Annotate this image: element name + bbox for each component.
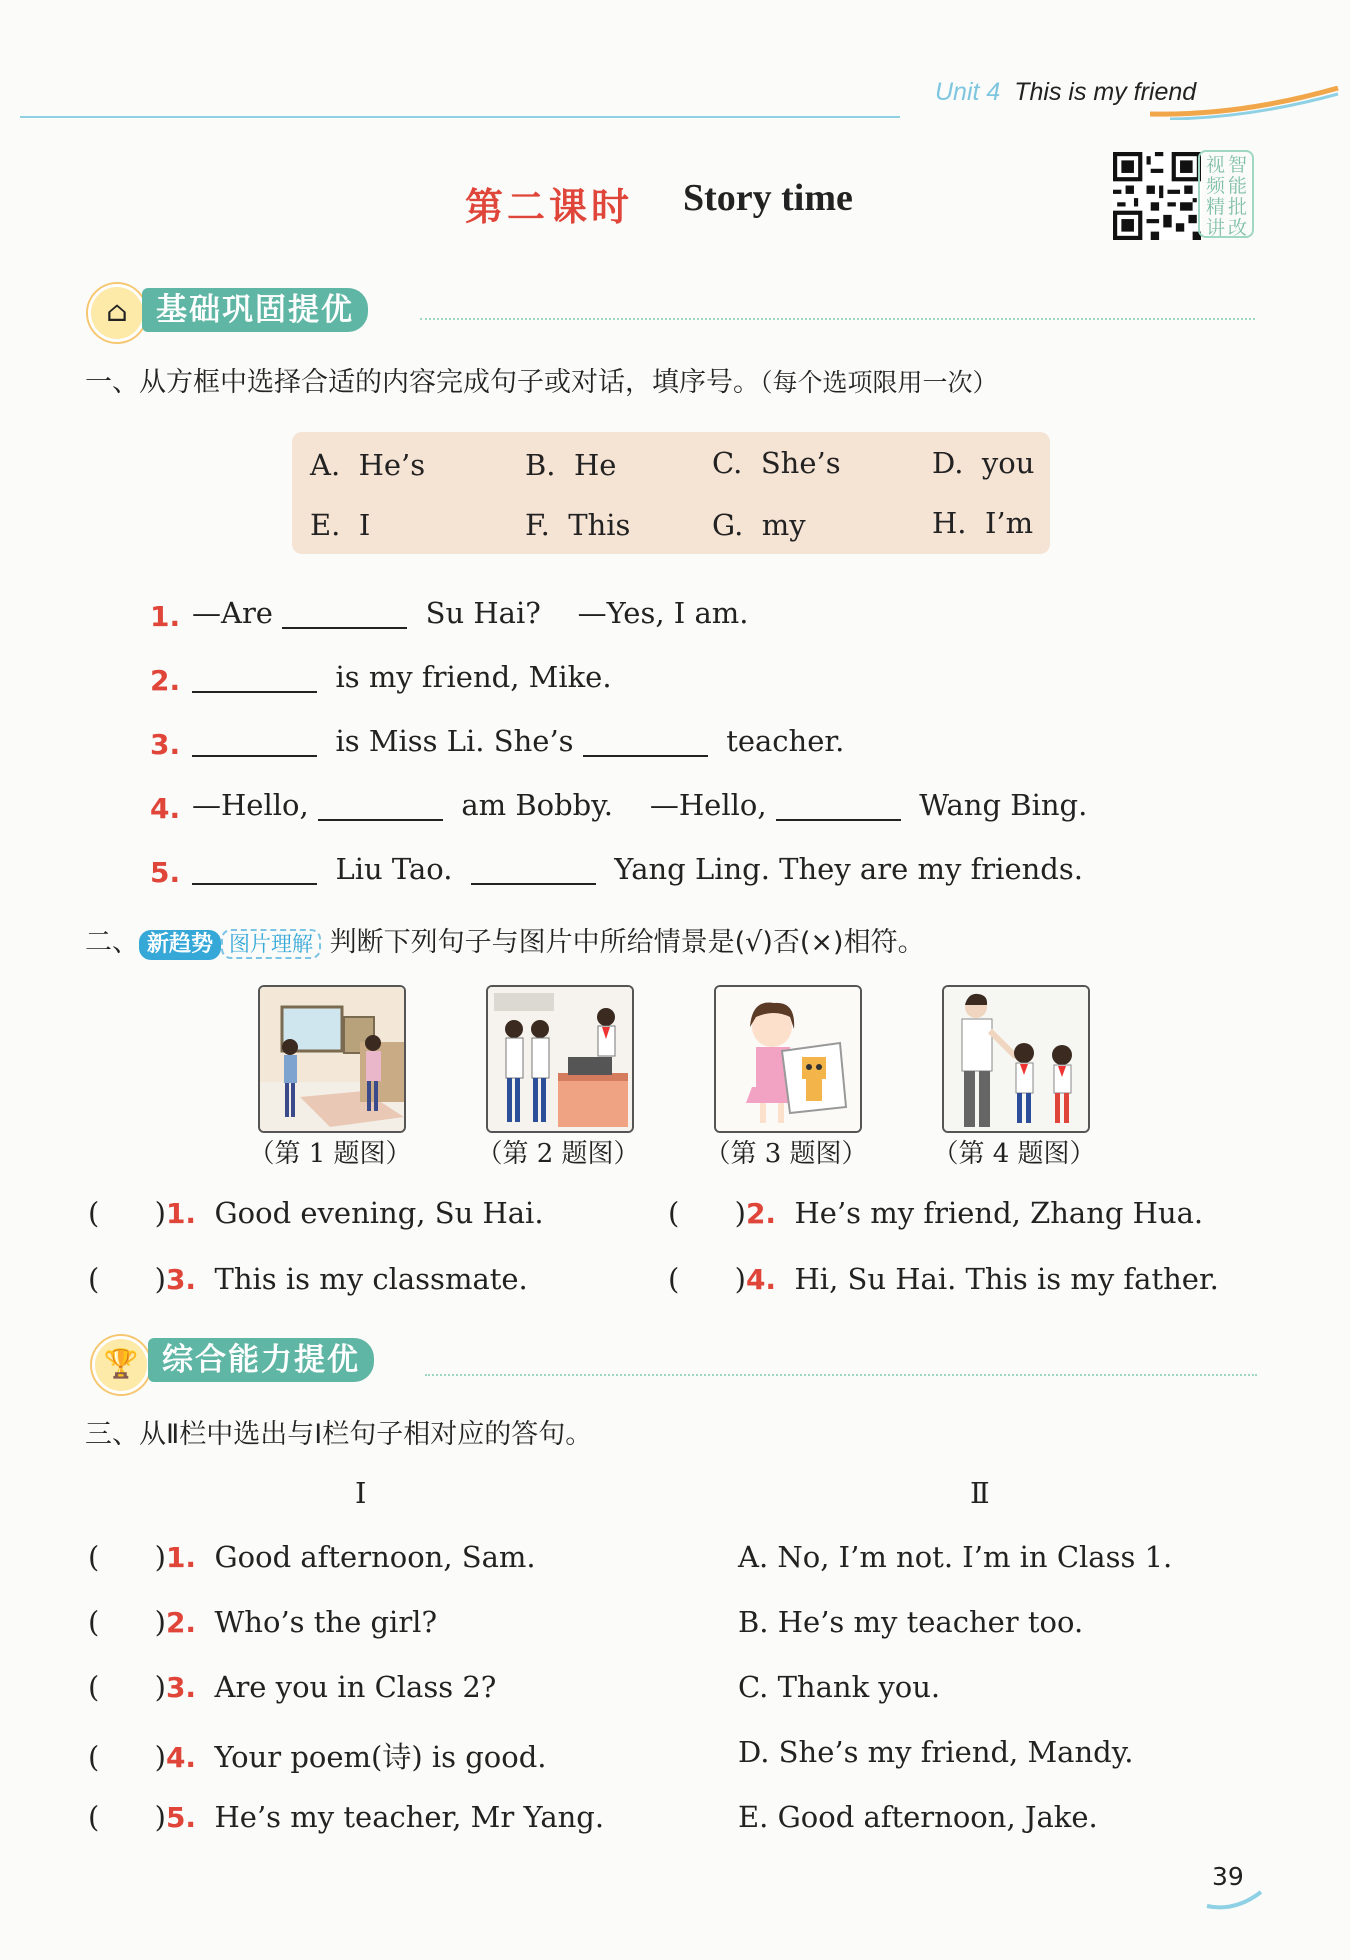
answer-option: E. Good afternoon, Jake. (738, 1800, 1098, 1834)
item-number: 1. (165, 1541, 197, 1574)
answer-paren[interactable]: ( ) (668, 1262, 746, 1296)
option-text: my (761, 508, 806, 542)
part1-note: （每个选项限用一次） (760, 368, 998, 397)
question-text: is my friend, Mike. (335, 660, 612, 694)
picture-caption: （第 2 题图） (476, 1139, 640, 1169)
question-number: 5. (150, 856, 181, 889)
option-letter: F. (525, 508, 550, 542)
qr-caption (1198, 150, 1254, 238)
answer-blank[interactable] (471, 857, 596, 885)
qr-caption-char: 讲 (1206, 217, 1226, 239)
question-number: 3. (150, 728, 181, 761)
question-line (192, 660, 612, 694)
question-line (192, 788, 1087, 822)
part1-instruction-text: 一、从方框中选择合适的内容完成句子或对话，填序号。 (85, 367, 760, 398)
part2-instruction (85, 920, 925, 960)
option-letter: B. (525, 448, 556, 482)
question-text: is Miss Li. She’s (335, 724, 574, 758)
option-letter: D. (932, 446, 964, 480)
question-text: am Bobby. (461, 788, 613, 822)
header-rule (20, 116, 900, 118)
question-text: Liu Tao. (335, 852, 453, 886)
qr-caption-char: 精 (1206, 196, 1226, 218)
option-F (525, 508, 630, 542)
qr-caption-char: 批 (1228, 196, 1248, 218)
match-item (88, 1670, 496, 1704)
picture-4-father-and-children (942, 985, 1090, 1133)
question-text: —Hello, (192, 788, 309, 822)
option-letter: E. (310, 508, 341, 542)
answer-paren[interactable]: ( ) (88, 1740, 166, 1774)
answer-blank[interactable] (282, 601, 407, 629)
picture-caption: （第 4 题图） (932, 1139, 1096, 1169)
item-number: 4. (745, 1263, 777, 1296)
item-text: He’s my friend, Zhang Hua. (794, 1196, 1204, 1230)
option-G (712, 508, 806, 542)
question-line (192, 596, 748, 630)
question-number: 1. (150, 600, 181, 633)
column-head-II: Ⅱ (970, 1476, 990, 1510)
picture-2-classroom-boys (486, 985, 634, 1133)
item-number: 2. (745, 1197, 777, 1230)
answer-paren[interactable]: ( ) (88, 1196, 166, 1230)
qr-caption-char: 改 (1228, 217, 1248, 239)
option-letter: H. (932, 506, 967, 540)
picture-1-classroom (258, 985, 406, 1133)
option-C (712, 446, 841, 480)
answer-option: C. Thank you. (738, 1670, 941, 1704)
judge-item (668, 1196, 1203, 1230)
picture-tag: 图片理解 (221, 929, 321, 959)
match-item (88, 1540, 536, 1574)
answer-paren[interactable]: ( ) (668, 1196, 746, 1230)
option-A (310, 448, 425, 482)
part2-instruction-text: 判断下列句子与图片中所给情景是(√)否(×)相符。 (329, 927, 925, 958)
section-divider (420, 318, 1255, 320)
qr-caption-char: 视 (1206, 154, 1226, 176)
answer-option: D. She’s my friend, Mandy. (738, 1735, 1134, 1769)
qr-caption-char: 能 (1228, 175, 1248, 197)
option-B (525, 448, 616, 482)
answer-blank[interactable] (192, 665, 317, 693)
judge-item (88, 1262, 528, 1296)
section-banner-comprehensive: 综合能力提优 (148, 1338, 374, 1382)
item-number: 4. (165, 1741, 197, 1774)
question-text: Wang Bing. (919, 788, 1088, 822)
option-text: I’m (984, 506, 1034, 540)
option-text: He’s (358, 448, 426, 482)
question-number: 2. (150, 664, 181, 697)
match-item (88, 1735, 547, 1776)
item-number: 5. (165, 1801, 197, 1834)
part3-instruction: 三、从Ⅱ栏中选出与Ⅰ栏句子相对应的答句。 (85, 1419, 593, 1450)
question-line (192, 852, 1083, 886)
match-item (88, 1605, 437, 1639)
page-number-swoosh-decoration (1205, 1888, 1265, 1912)
house-badge-icon: ⌂ (88, 284, 146, 342)
answer-blank[interactable] (583, 729, 708, 757)
unit-label: Unit 4 (935, 78, 1001, 106)
option-text: She’s (760, 446, 841, 480)
item-number: 2. (165, 1606, 197, 1639)
question-text: —Yes, I am. (577, 596, 749, 630)
trophy-badge-icon: 🏆 (92, 1336, 150, 1394)
lesson-title-cn: 第二课时 (465, 184, 634, 229)
option-text: He (573, 448, 617, 482)
item-text: This is my classmate. (214, 1262, 528, 1296)
part1-instruction (85, 360, 998, 399)
answer-option: B. He’s my teacher too. (738, 1605, 1084, 1639)
question-text: Su Hai? (425, 596, 541, 630)
page-number: 39 (1212, 1862, 1244, 1891)
question-line (192, 724, 844, 758)
answer-blank[interactable] (192, 729, 317, 757)
item-number: 3. (165, 1263, 197, 1296)
judge-item (668, 1262, 1219, 1296)
picture-3-girl-with-drawing (714, 985, 862, 1133)
match-item (88, 1800, 604, 1834)
question-text: —Hello, (649, 788, 767, 822)
answer-blank[interactable] (318, 793, 443, 821)
item-text: Your poem(诗) is good. (214, 1740, 547, 1774)
item-number: 3. (165, 1671, 197, 1704)
item-text: Are you in Class 2? (214, 1670, 497, 1704)
qr-caption-char: 智 (1228, 154, 1248, 176)
answer-paren[interactable]: ( ) (88, 1800, 166, 1834)
new-trend-tag: 新趋势 (139, 930, 221, 960)
item-text: Good afternoon, Sam. (214, 1540, 536, 1574)
item-text: Hi, Su Hai. This is my father. (794, 1262, 1219, 1296)
item-text: Good evening, Su Hai. (214, 1196, 544, 1230)
option-E (310, 508, 370, 542)
section-divider (425, 1374, 1257, 1376)
answer-paren[interactable]: ( ) (88, 1605, 166, 1639)
qr-caption-char: 频 (1206, 175, 1226, 197)
question-text: teacher. (726, 724, 845, 758)
picture-caption: （第 3 题图） (704, 1139, 868, 1169)
column-head-I: Ⅰ (355, 1476, 367, 1510)
option-H (932, 506, 1033, 540)
part2-prefix: 二、 (85, 927, 139, 958)
question-number: 4. (150, 792, 181, 825)
section-banner-basic: 基础巩固提优 (142, 288, 368, 332)
picture-caption: （第 1 题图） (248, 1139, 412, 1169)
answer-paren[interactable]: ( ) (88, 1262, 166, 1296)
answer-blank[interactable] (192, 857, 317, 885)
lesson-title-en: Story time (683, 177, 853, 219)
question-text: —Are (192, 596, 273, 630)
answer-blank[interactable] (776, 793, 901, 821)
item-number: 1. (165, 1197, 197, 1230)
option-letter: A. (310, 448, 341, 482)
item-text: He’s my teacher, Mr Yang. (214, 1800, 605, 1834)
question-text: Yang Ling. They are my friends. (614, 852, 1083, 886)
option-letter: G. (712, 508, 744, 542)
qr-code[interactable] (1112, 152, 1202, 240)
option-text: This (568, 508, 631, 542)
header-swoosh-decoration (1150, 86, 1340, 120)
answer-paren[interactable]: ( ) (88, 1540, 166, 1574)
option-D (932, 446, 1034, 480)
option-letter: C. (712, 446, 743, 480)
unit-title: This is my friend (1014, 78, 1197, 106)
item-text: Who’s the girl? (214, 1605, 437, 1639)
answer-paren[interactable]: ( ) (88, 1670, 166, 1704)
judge-item (88, 1196, 544, 1230)
option-text: I (358, 508, 371, 542)
answer-option: A. No, I’m not. I’m in Class 1. (738, 1540, 1173, 1574)
option-text: you (981, 446, 1035, 480)
